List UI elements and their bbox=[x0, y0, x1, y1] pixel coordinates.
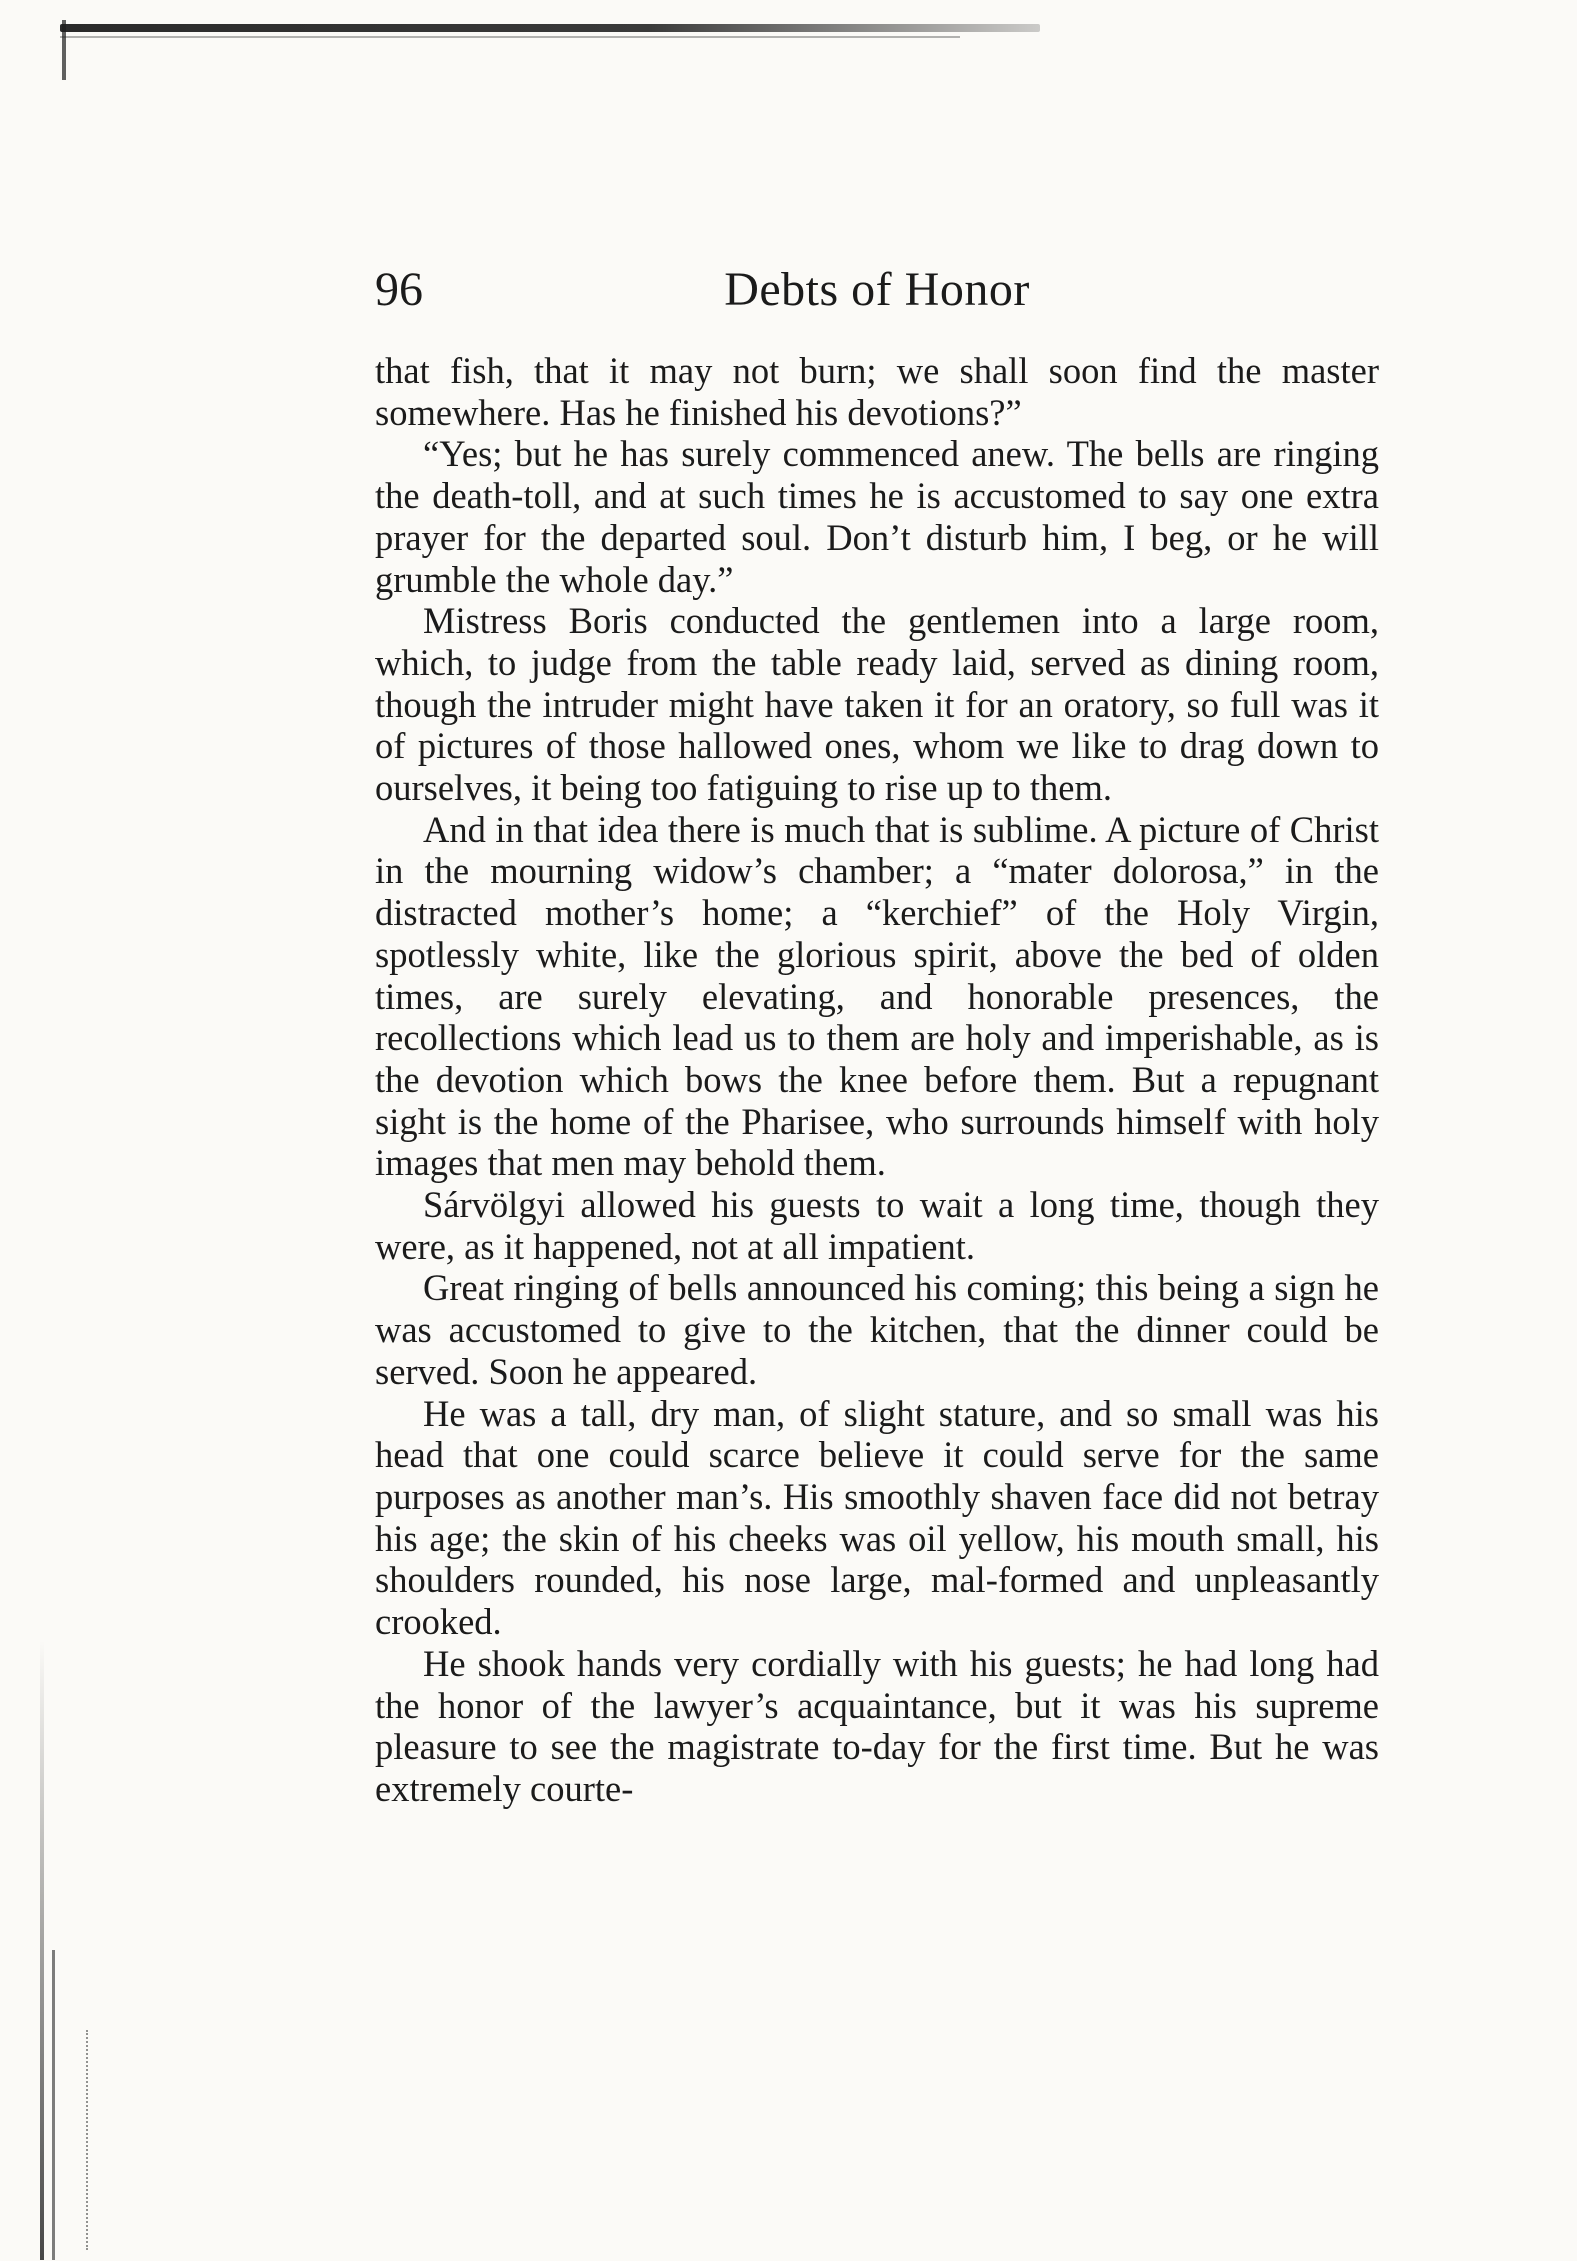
left-scan-edge-top bbox=[62, 20, 66, 80]
top-scan-rule-thin bbox=[60, 36, 960, 38]
left-scan-edge-bottom bbox=[40, 1640, 44, 2260]
left-scan-dots bbox=[86, 2030, 90, 2250]
paragraph: Great ringing of bells announced his coming; this being a sign he was accustomed to give to the kitchen, that the dinner could be served. Soon he appeared. bbox=[375, 1267, 1379, 1392]
book-page bbox=[375, 250, 1379, 1810]
paragraph: Mistress Boris conducted the gentlemen into a large room, which, to judge from the table ready laid, served as dining room, though the intruder might have taken it for an oratory, so full was it of pictures of those hallowed ones, whom we like to drag down to ourselves, it being too fatiguing to rise up to them. bbox=[375, 600, 1379, 809]
top-scan-rule bbox=[60, 24, 1040, 32]
paragraph: “Yes; but he has surely commenced anew. The bells are ringing the death-toll, and at such times he is accustomed to say one extra prayer for the departed soul. Don’t disturb him, I beg, or he will grumble the whole day.” bbox=[375, 433, 1379, 600]
page-number: 96 bbox=[375, 263, 423, 316]
paragraph-continued: that fish, that it may not burn; we shall soon find the master somewhere. Has he finished his devotions?” bbox=[375, 350, 1379, 433]
running-title: Debts of Honor bbox=[724, 263, 1030, 316]
paragraph: He was a tall, dry man, of slight stature, and so small was his head that one could scarce believe it could serve for the same purposes as another man’s. His smoothly shaven face did not betray his age; the skin of his cheeks was oil yellow, his mouth small, his shoulders rounded, his nose large, mal-formed and unpleasantly crooked. bbox=[375, 1392, 1379, 1643]
left-scan-edge-bottom-inner bbox=[52, 1950, 55, 2260]
body-text bbox=[375, 350, 1379, 1810]
page-header bbox=[375, 250, 1379, 330]
paragraph: Sárvölgyi allowed his guests to wait a long time, though they were, as it happened, not at all impatient. bbox=[375, 1184, 1379, 1267]
paragraph: He shook hands very cordially with his guests; he had long had the honor of the lawyer’s acquaintance, but it was his supreme pleasure to see the magistrate to-day for the first time. But he was extremely courte- bbox=[375, 1642, 1379, 1809]
paragraph: And in that idea there is much that is sublime. A picture of Christ in the mourning widow’s chamber; a “mater dolorosa,” in the distracted mother’s home; a “kerchief” of the Holy Virgin, spotlessly white, like the glorious spirit, above the bed of olden times, are surely elevating, and honorable presences, the recollections which lead us to them are holy and imperishable, as is the devotion which bows the knee before them. But a repugnant sight is the home of the Pharisee, who surrounds himself with holy images that men may behold them. bbox=[375, 808, 1379, 1184]
